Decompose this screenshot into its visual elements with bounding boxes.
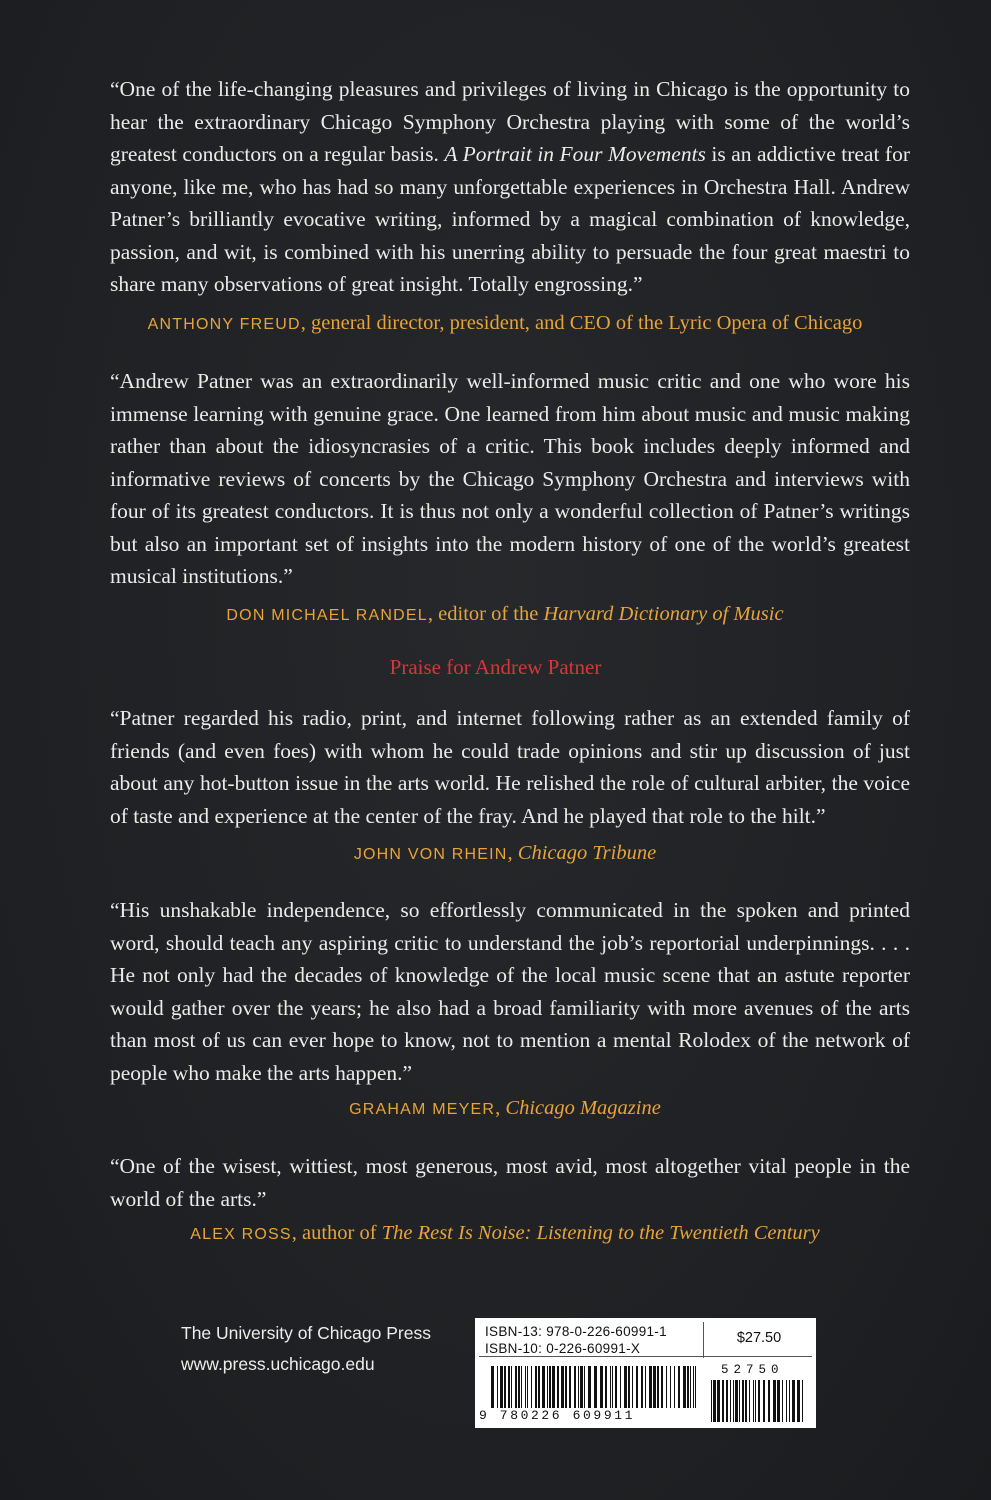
attribution-name: ANTHONY FREUD bbox=[147, 316, 301, 333]
barcode-bar bbox=[657, 1366, 659, 1408]
attribution-name: DON MICHAEL RANDEL bbox=[226, 607, 428, 624]
barcode-bar bbox=[641, 1366, 643, 1408]
blurb-quote-3 bbox=[110, 702, 910, 832]
attribution-name: GRAHAM MEYER bbox=[349, 1101, 496, 1118]
blurb-quote-4 bbox=[110, 894, 910, 1089]
price-label: $27.50 bbox=[736, 1330, 782, 1346]
barcode-bar bbox=[711, 1380, 712, 1422]
barcode-bar bbox=[515, 1366, 517, 1408]
barcode-bar bbox=[549, 1366, 551, 1408]
quote-text: “Andrew Patner was an extraordinarily well-informed music critic and one who wore his immense learning with genuine grace. One learned from him about music and music making rather than about the idiosyncrasies of a critic. This book includes deeply informed and informative reviews of concerts by the Chicago Symphony Orchestra and interviews with four of its greatest conductors. It is thus not only a wonderful collection of Patner’s writings but also an important set of insights into the modern history of one of the world’s greatest musical institutions.” bbox=[110, 369, 910, 588]
barcode-bar bbox=[726, 1380, 728, 1422]
quote-text-continued: is an addictive treat for anyone, like me, who has had so many unforgettable experiences in Orchestra Hall. Andrew Patner’s brilliantly evocative writing, informed by a magical combination of knowledge, passion, and wit, is combined with his unerring ability to persuade the four great maestri to share many observations of great insight. Totally engrossing.” bbox=[110, 142, 910, 296]
barcode-bar bbox=[500, 1366, 503, 1408]
barcode-bar bbox=[690, 1366, 691, 1408]
barcode-bar bbox=[713, 1380, 716, 1422]
barcode-bar bbox=[649, 1366, 652, 1408]
barcode-digits: 9 780226 609911 bbox=[479, 1408, 636, 1423]
attribution-name: ALEX ROSS bbox=[190, 1226, 292, 1243]
barcode-bar bbox=[552, 1366, 555, 1408]
barcode-bar bbox=[547, 1366, 548, 1408]
barcode-bar bbox=[802, 1380, 803, 1422]
barcode-bar bbox=[786, 1380, 787, 1422]
barcode-bar bbox=[632, 1366, 633, 1408]
barcode-bar bbox=[645, 1366, 646, 1408]
barcode-bar bbox=[636, 1366, 638, 1408]
barcode-bar bbox=[745, 1380, 747, 1422]
barcode-bar bbox=[594, 1366, 597, 1408]
barcode-bar bbox=[610, 1366, 611, 1408]
divider bbox=[703, 1322, 704, 1358]
barcode-bar bbox=[525, 1366, 526, 1408]
barcode-bar bbox=[742, 1380, 744, 1422]
barcode-bar bbox=[624, 1366, 627, 1408]
barcode-bar bbox=[511, 1366, 512, 1408]
barcode-bar bbox=[687, 1366, 689, 1408]
barcode-bar bbox=[542, 1366, 545, 1408]
barcode-bar bbox=[578, 1366, 579, 1408]
barcode-bar bbox=[739, 1380, 740, 1422]
barcode-bar bbox=[557, 1366, 559, 1408]
barcode-bar bbox=[722, 1380, 724, 1422]
barcode-bar bbox=[717, 1380, 720, 1422]
quote-text: “One of the life-changing pleasures and privileges of living in Chicago is the opportunity to hear the extraordinary Chicago Symphony Orchestra playing with some of the world’s greatest conductors on a regular basis. bbox=[110, 77, 910, 166]
attribution-5 bbox=[60, 1222, 950, 1245]
blurb-quote-5 bbox=[110, 1150, 910, 1215]
barcode-bar bbox=[620, 1366, 621, 1408]
publisher-name: The University of Chicago Press bbox=[181, 1323, 431, 1343]
divider bbox=[479, 1356, 812, 1357]
attribution-title: , general director, president, and CEO of the Lyric Opera of Chicago bbox=[300, 312, 863, 334]
barcode-bar bbox=[527, 1366, 528, 1408]
barcode-bar bbox=[584, 1366, 585, 1408]
barcode-bar bbox=[674, 1366, 675, 1408]
barcode-bar bbox=[653, 1366, 656, 1408]
addon-digits: 52750 bbox=[721, 1363, 784, 1377]
attribution-2 bbox=[60, 603, 950, 626]
barcode-bar bbox=[628, 1366, 630, 1408]
attribution-4 bbox=[60, 1097, 950, 1120]
attribution-1 bbox=[60, 312, 950, 335]
barcode-bar bbox=[693, 1366, 694, 1408]
attribution-italic: Chicago Magazine bbox=[505, 1097, 661, 1119]
isbn-13: ISBN-13: 978-0-226-60991-1 bbox=[485, 1324, 667, 1339]
barcode-bar bbox=[777, 1380, 780, 1422]
quote-text: “His unshakable independence, so effortlessly communicated in the spoken and printed word, should teach any aspiring critic to understand the job’s reportorial underpinnings. . . . He not only had the decades of knowledge of the local music scene that an astute reporter would gather over the years; he also had a broad familiarity with more avenues of the arts than most of us can ever hope to know, not to mention a mental Rolodex of the network of people who make the arts happen.” bbox=[110, 898, 910, 1085]
publisher-url[interactable]: www.press.uchicago.edu bbox=[181, 1354, 375, 1374]
attribution-title: , bbox=[507, 842, 518, 864]
barcode-bar bbox=[735, 1380, 738, 1422]
isbn-10: ISBN-10: 0-226-60991-X bbox=[485, 1341, 641, 1356]
quote-text: “One of the wisest, wittiest, most generous, most avid, most altogether vital people in the world of the arts.” bbox=[110, 1154, 910, 1211]
barcode-bar bbox=[491, 1366, 494, 1408]
barcode-bar bbox=[615, 1366, 617, 1408]
barcode-bars-icon bbox=[491, 1366, 701, 1408]
barcode-bar bbox=[518, 1366, 520, 1408]
attribution-3 bbox=[60, 842, 950, 865]
barcode-bar bbox=[508, 1366, 510, 1408]
barcode-bar bbox=[531, 1366, 532, 1408]
barcode-bar bbox=[782, 1380, 783, 1422]
barcode-bar bbox=[749, 1380, 750, 1422]
barcode-bar bbox=[789, 1380, 790, 1422]
barcode-bar bbox=[773, 1380, 776, 1422]
book-title-italic: A Portrait in Four Movements bbox=[444, 142, 706, 166]
barcode-bar bbox=[763, 1380, 765, 1422]
barcode-bar bbox=[753, 1380, 754, 1422]
blurb-quote-1 bbox=[110, 73, 910, 301]
barcode-bar bbox=[670, 1366, 671, 1408]
barcode-bar bbox=[755, 1380, 756, 1422]
isbn-numbers bbox=[485, 1323, 667, 1357]
attribution-italic: The Rest Is Noise: Listening to the Twentieth Century bbox=[381, 1222, 820, 1244]
barcode-bar bbox=[612, 1366, 613, 1408]
barcode-bar bbox=[569, 1366, 571, 1408]
barcode-bar bbox=[792, 1380, 795, 1422]
barcode-bar bbox=[535, 1366, 537, 1408]
attribution-title: , bbox=[495, 1097, 506, 1119]
barcode-bar bbox=[538, 1366, 540, 1408]
barcode-bar bbox=[574, 1366, 576, 1408]
barcode-bar bbox=[683, 1366, 686, 1408]
barcode-bar bbox=[605, 1366, 607, 1408]
blurb-quote-2 bbox=[110, 365, 910, 593]
barcode-bar bbox=[768, 1380, 770, 1422]
barcode-bar bbox=[504, 1366, 506, 1408]
barcode-bar bbox=[666, 1366, 667, 1408]
barcode-bar bbox=[758, 1380, 760, 1422]
barcode-bar bbox=[580, 1366, 583, 1408]
quote-text: “Patner regarded his radio, print, and internet following rather as an extended family of friends (and even foes) with whom he could trade opinions and stir up discussion of just about any hot-button issue in the arts world. He relished the role of cultural arbiter, the voice of taste and experience at the center of the fray. And he played that role to the hilt.” bbox=[110, 706, 910, 828]
publisher-block bbox=[181, 1318, 431, 1380]
attribution-italic: Chicago Tribune bbox=[517, 842, 657, 864]
praise-heading: Praise for Andrew Patner bbox=[389, 655, 602, 679]
attribution-name: JOHN VON RHEIN bbox=[353, 846, 508, 863]
barcode-bar bbox=[733, 1380, 734, 1422]
addon-barcode-bars-icon bbox=[711, 1380, 809, 1422]
barcode-bar bbox=[661, 1366, 663, 1408]
barcode-bar bbox=[730, 1380, 731, 1422]
attribution-title: , author of bbox=[291, 1222, 382, 1244]
isbn-barcode-box bbox=[475, 1318, 816, 1428]
barcode-bar bbox=[678, 1366, 680, 1408]
barcode-bar bbox=[695, 1366, 696, 1408]
barcode-bar bbox=[588, 1366, 591, 1408]
barcode-bar bbox=[561, 1366, 564, 1408]
barcode-bar bbox=[521, 1366, 522, 1408]
barcode-bar bbox=[497, 1366, 498, 1408]
barcode-bar bbox=[797, 1380, 800, 1422]
attribution-italic: Harvard Dictionary of Music bbox=[543, 603, 784, 625]
attribution-title: , editor of the bbox=[427, 603, 544, 625]
barcode-bar bbox=[565, 1366, 567, 1408]
barcode-bar bbox=[600, 1366, 603, 1408]
